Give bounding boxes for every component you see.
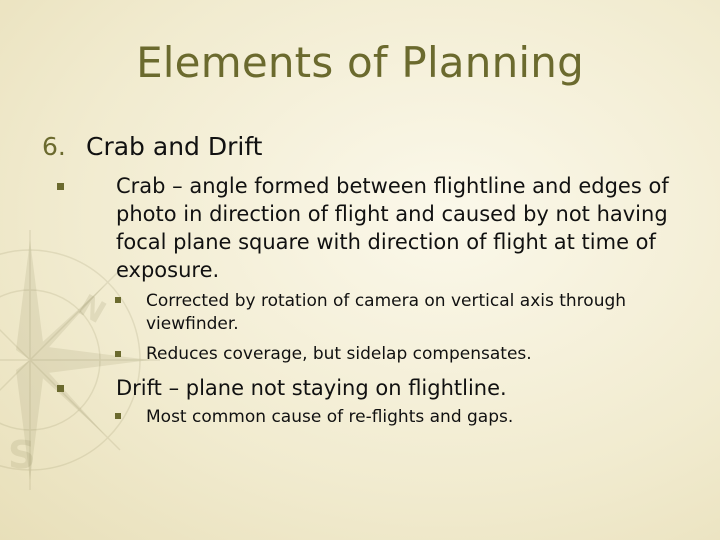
bullet-icon bbox=[115, 413, 121, 419]
bullet-icon bbox=[57, 183, 64, 190]
section-number: 6. bbox=[42, 132, 66, 161]
sub-list-item: Reduces coverage, but sidelap compensates. bbox=[146, 344, 532, 364]
svg-text:N: N bbox=[72, 288, 112, 331]
list-item: Drift – plane not staying on flightline. bbox=[116, 376, 507, 400]
list-item: Crab – angle formed between flightline and edges of photo in direction of flight and caused by not having focal plane square with direction of flight at time of exposure. bbox=[116, 174, 669, 282]
bullet-icon bbox=[115, 351, 121, 357]
slide-title: Elements of Planning bbox=[136, 38, 584, 87]
bullet-icon bbox=[115, 297, 121, 303]
svg-text:S: S bbox=[8, 433, 36, 477]
section-heading-text: Crab and Drift bbox=[86, 132, 263, 161]
sub-list-item: Corrected by rotation of camera on vertical axis through viewfinder. bbox=[146, 291, 627, 334]
bullet-icon bbox=[57, 385, 64, 392]
sub-list-item: Most common cause of re-flights and gaps. bbox=[146, 407, 514, 427]
section-heading bbox=[42, 132, 263, 161]
